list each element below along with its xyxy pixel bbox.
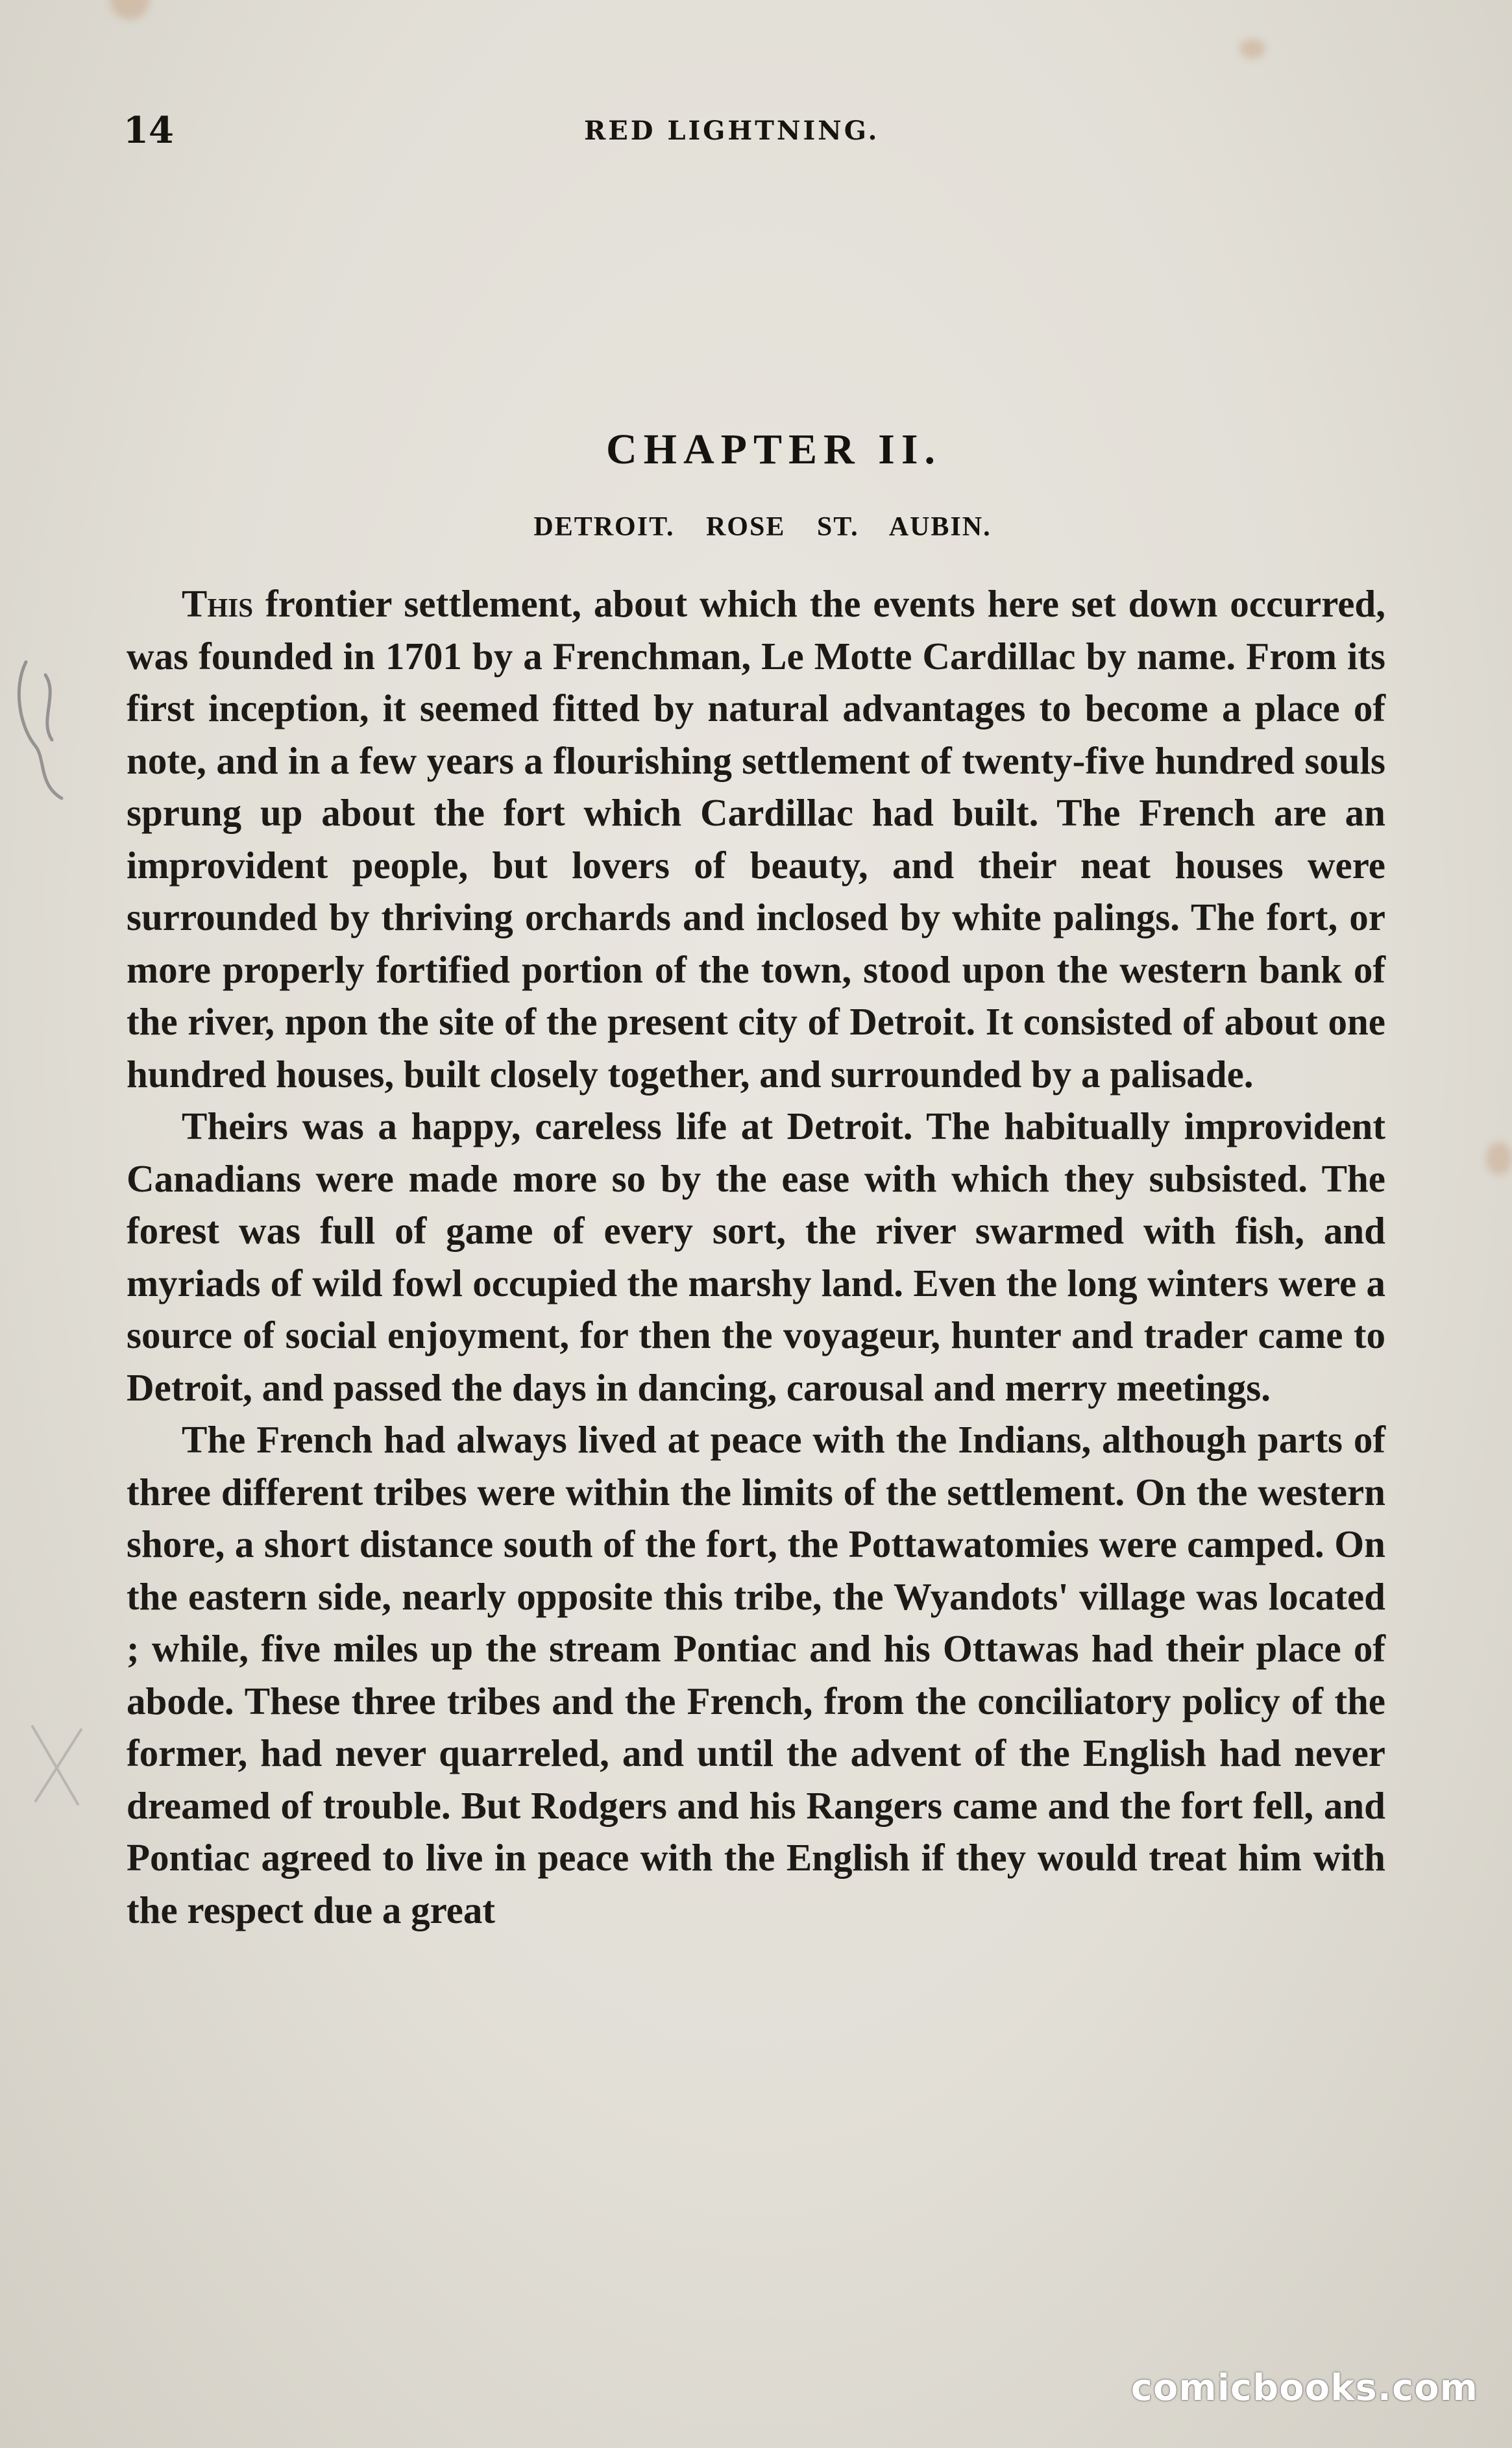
paper-stain <box>110 0 149 19</box>
paragraph <box>127 1414 1385 1936</box>
watermark: comicbooks.com <box>1130 2367 1478 2409</box>
chapter-subtitle: DETROIT. ROSE ST. AUBIN. <box>533 512 992 542</box>
running-title: RED LIGHTNING. <box>584 116 880 146</box>
paragraph-lead-word: This <box>182 582 254 625</box>
page-number: 14 <box>123 109 174 152</box>
paragraph <box>127 1100 1385 1414</box>
pencil-x-mark-icon <box>19 1713 97 1817</box>
chapter-body <box>127 578 1385 1936</box>
paragraph-text: frontier settlement, about which the events here set down occurred, was founded in 1701 by a Frenchman, Le Motte Cardillac by name. From its first inception, it seemed fitted by natural advantages to become a place of note, and in a few years a flourishing settlement of twenty-five hundred souls sprung up about the fort which Cardillac had built. The French are an improvident people, but lovers of beauty, and their neat houses were surrounded by thriving orchards and inclosed by white palings. The fort, or more properly fortified portion of the town, stood upon the western bank of the river, npon the site of the present city of Detroit. It consisted of about one hundred houses, built closely together, and surrounded by a palisade. <box>127 582 1385 1095</box>
paper-stain <box>1486 1142 1512 1175</box>
paper-stain <box>1239 39 1265 58</box>
bleed-through-text <box>149 195 1382 248</box>
paragraph <box>127 578 1385 1100</box>
paragraph-text: The French had always lived at peace with the Indians, although parts of three different tribes were within the limits of the settlement. On the western shore, a short distance south of the fort, the Pottawatomies were camped. On the eastern side, nearly opposite this tribe, the Wyandots' village was located ; while, five miles up the stream Pontiac and his Ottawas had their place of abode. These three tribes and the French, from the conciliatory policy of the former, had never quarreled, and until the advent of the English had never dreamed of trouble. But Rodgers and his Rangers came and the fort fell, and Pontiac agreed to live in peace with the English if they would treat him with the respect due a great <box>127 1418 1385 1931</box>
chapter-heading: CHAPTER II. <box>605 426 942 473</box>
running-head <box>123 109 1395 152</box>
pencil-marginalia-icon <box>0 649 91 818</box>
paragraph-text: Theirs was a happy, careless life at Detroit. The habitually improvident Canadians were made more so by the ease with which they subsisted. The forest was full of game of every sort, the river swarmed with fish, and myriads of wild fowl occupied the marshy land. Even the long winters were a source of social enjoyment, for then the voyageur, hunter and trader came to Detroit, and passed the days in dancing, carousal and merry meetings. <box>127 1105 1385 1409</box>
